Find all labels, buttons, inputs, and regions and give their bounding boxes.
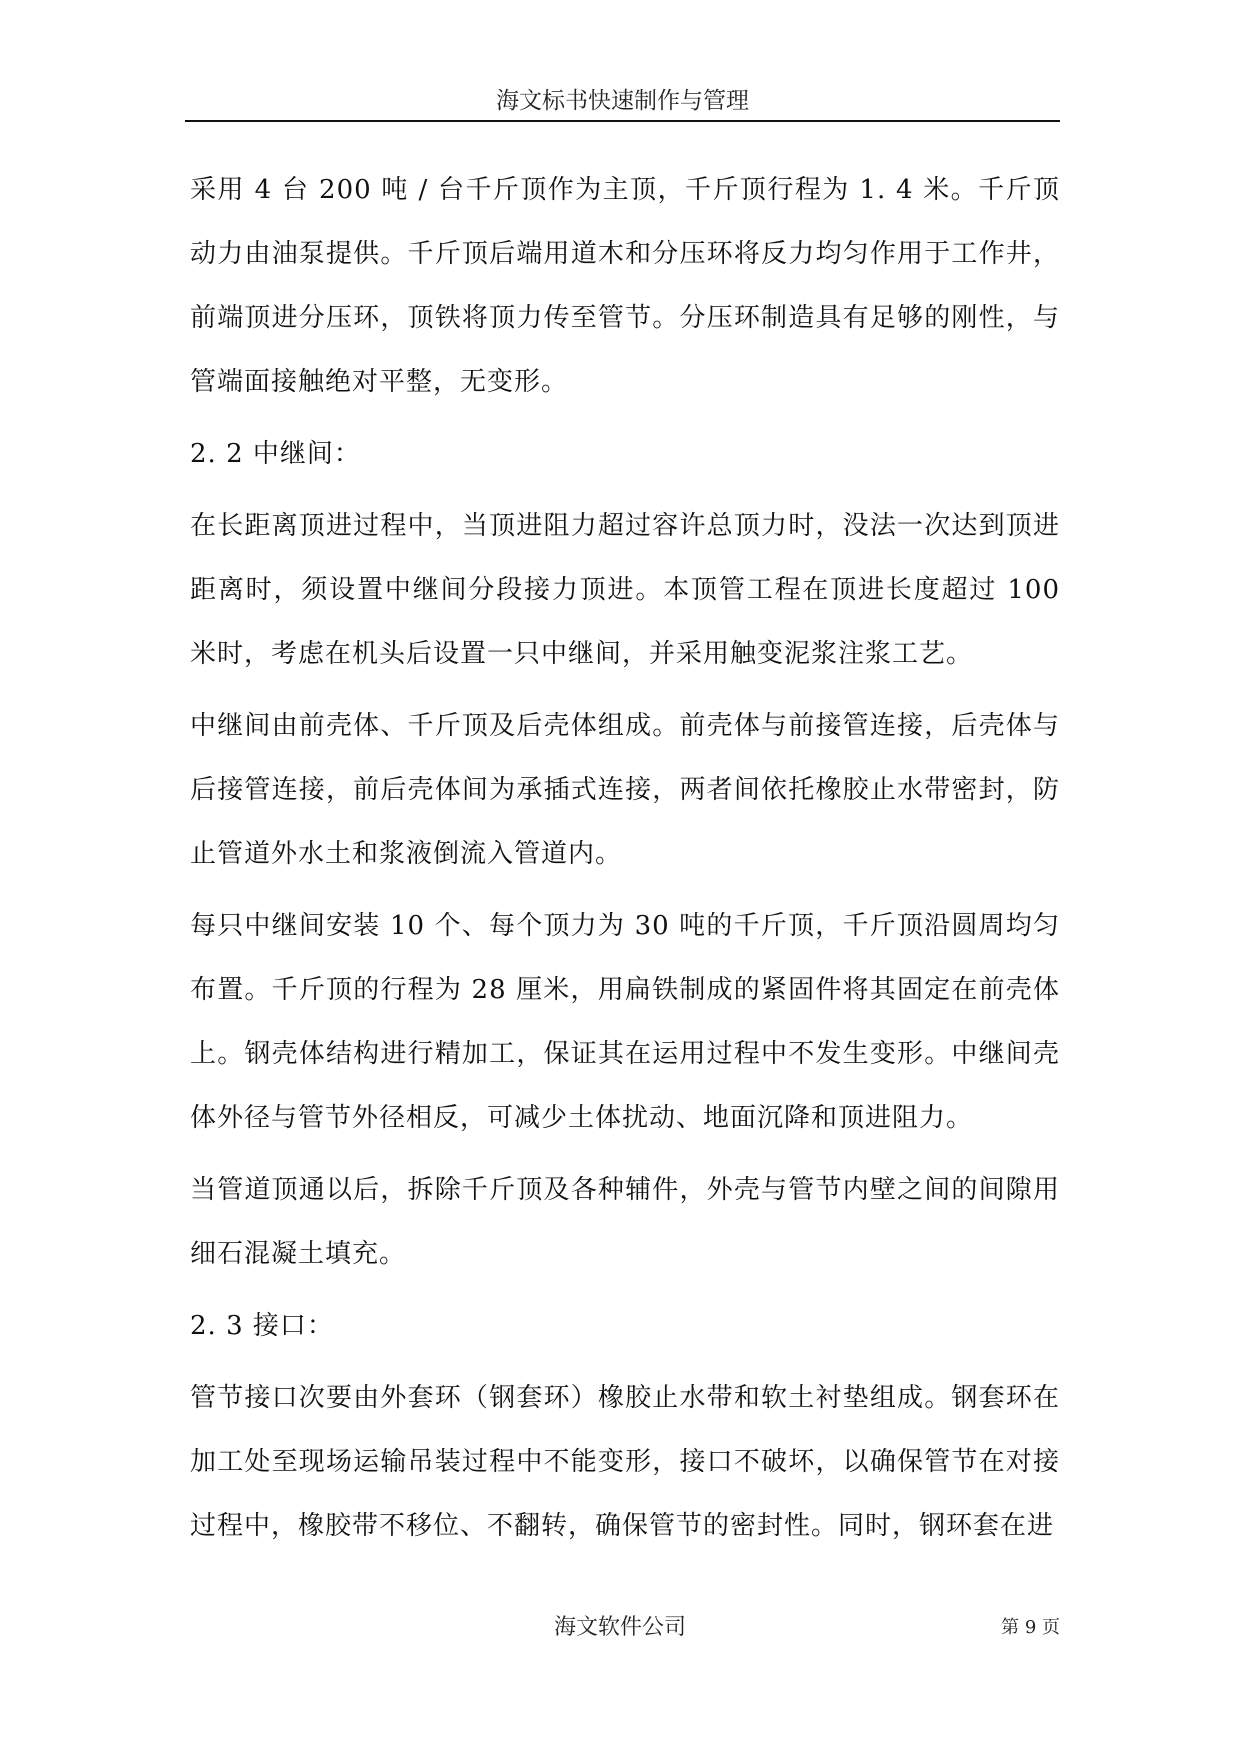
header-divider [185, 120, 1060, 122]
paragraph-relay-purpose: 在长距离顶进过程中，当顶进阻力超过容许总顶力时，没法一次达到顶进距离时，须设置中继间分段接力顶进。本顶管工程在顶进长度超过 100 米时，考虑在机头后设置一只中继间，并采用触变泥浆注浆工艺。 [190, 511, 1060, 669]
paragraph-relay-removal: 当管道顶通以后，拆除千斤顶及各种辅件，外壳与管节内壁之间的间隙用细石混凝土填充。 [190, 1175, 1060, 1269]
document-body [190, 158, 1060, 1566]
paragraph-relay-structure: 中继间由前壳体、千斤顶及后壳体组成。前壳体与前接管连接，后壳体与后接管连接，前后壳体间为承插式连接，两者间依托橡胶止水带密封，防止管道外水土和浆液倒流入管道内。 [190, 711, 1060, 869]
page-header-title: 海文标书快速制作与管理 [496, 88, 749, 114]
paragraph-relay-jacks: 每只中继间安装 10 个、每个顶力为 30 吨的千斤顶，千斤顶沿圆周均匀布置。千斤顶的行程为 28 厘米，用扁铁制成的紧固件将其固定在前壳体上。钢壳体结构进行精加工，保证其在运用过程中不发生变形。中继间壳体外径与管节外径相反，可减少土体扰动、地面沉降和顶进阻力。 [190, 911, 1060, 1133]
paragraph-main-jack: 采用 4 台 200 吨 / 台千斤顶作为主顶，千斤顶行程为 1. 4 米。千斤顶动力由油泵提供。千斤顶后端用道木和分压环将反力均匀作用于工作井，前端顶进分压环，顶铁将顶力传至管节。分压环制造具有足够的刚性，与管端面接触绝对平整，无变形。 [190, 175, 1060, 397]
paragraph-joint: 管节接口次要由外套环（钢套环）橡胶止水带和软土衬垫组成。钢套环在加工处至现场运输吊装过程中不能变形，接口不破坏，以确保管节在对接过程中，橡胶带不移位、不翻转，确保管节的密封性。同时，钢环套在进 [190, 1383, 1060, 1541]
section-heading-joint: 2. 3 接口： [190, 1311, 334, 1341]
footer-page-number: 第 9 页 [1001, 1617, 1060, 1638]
footer-company-name: 海文软件公司 [553, 1615, 686, 1640]
section-heading-relay: 2. 2 中继间： [190, 439, 361, 469]
